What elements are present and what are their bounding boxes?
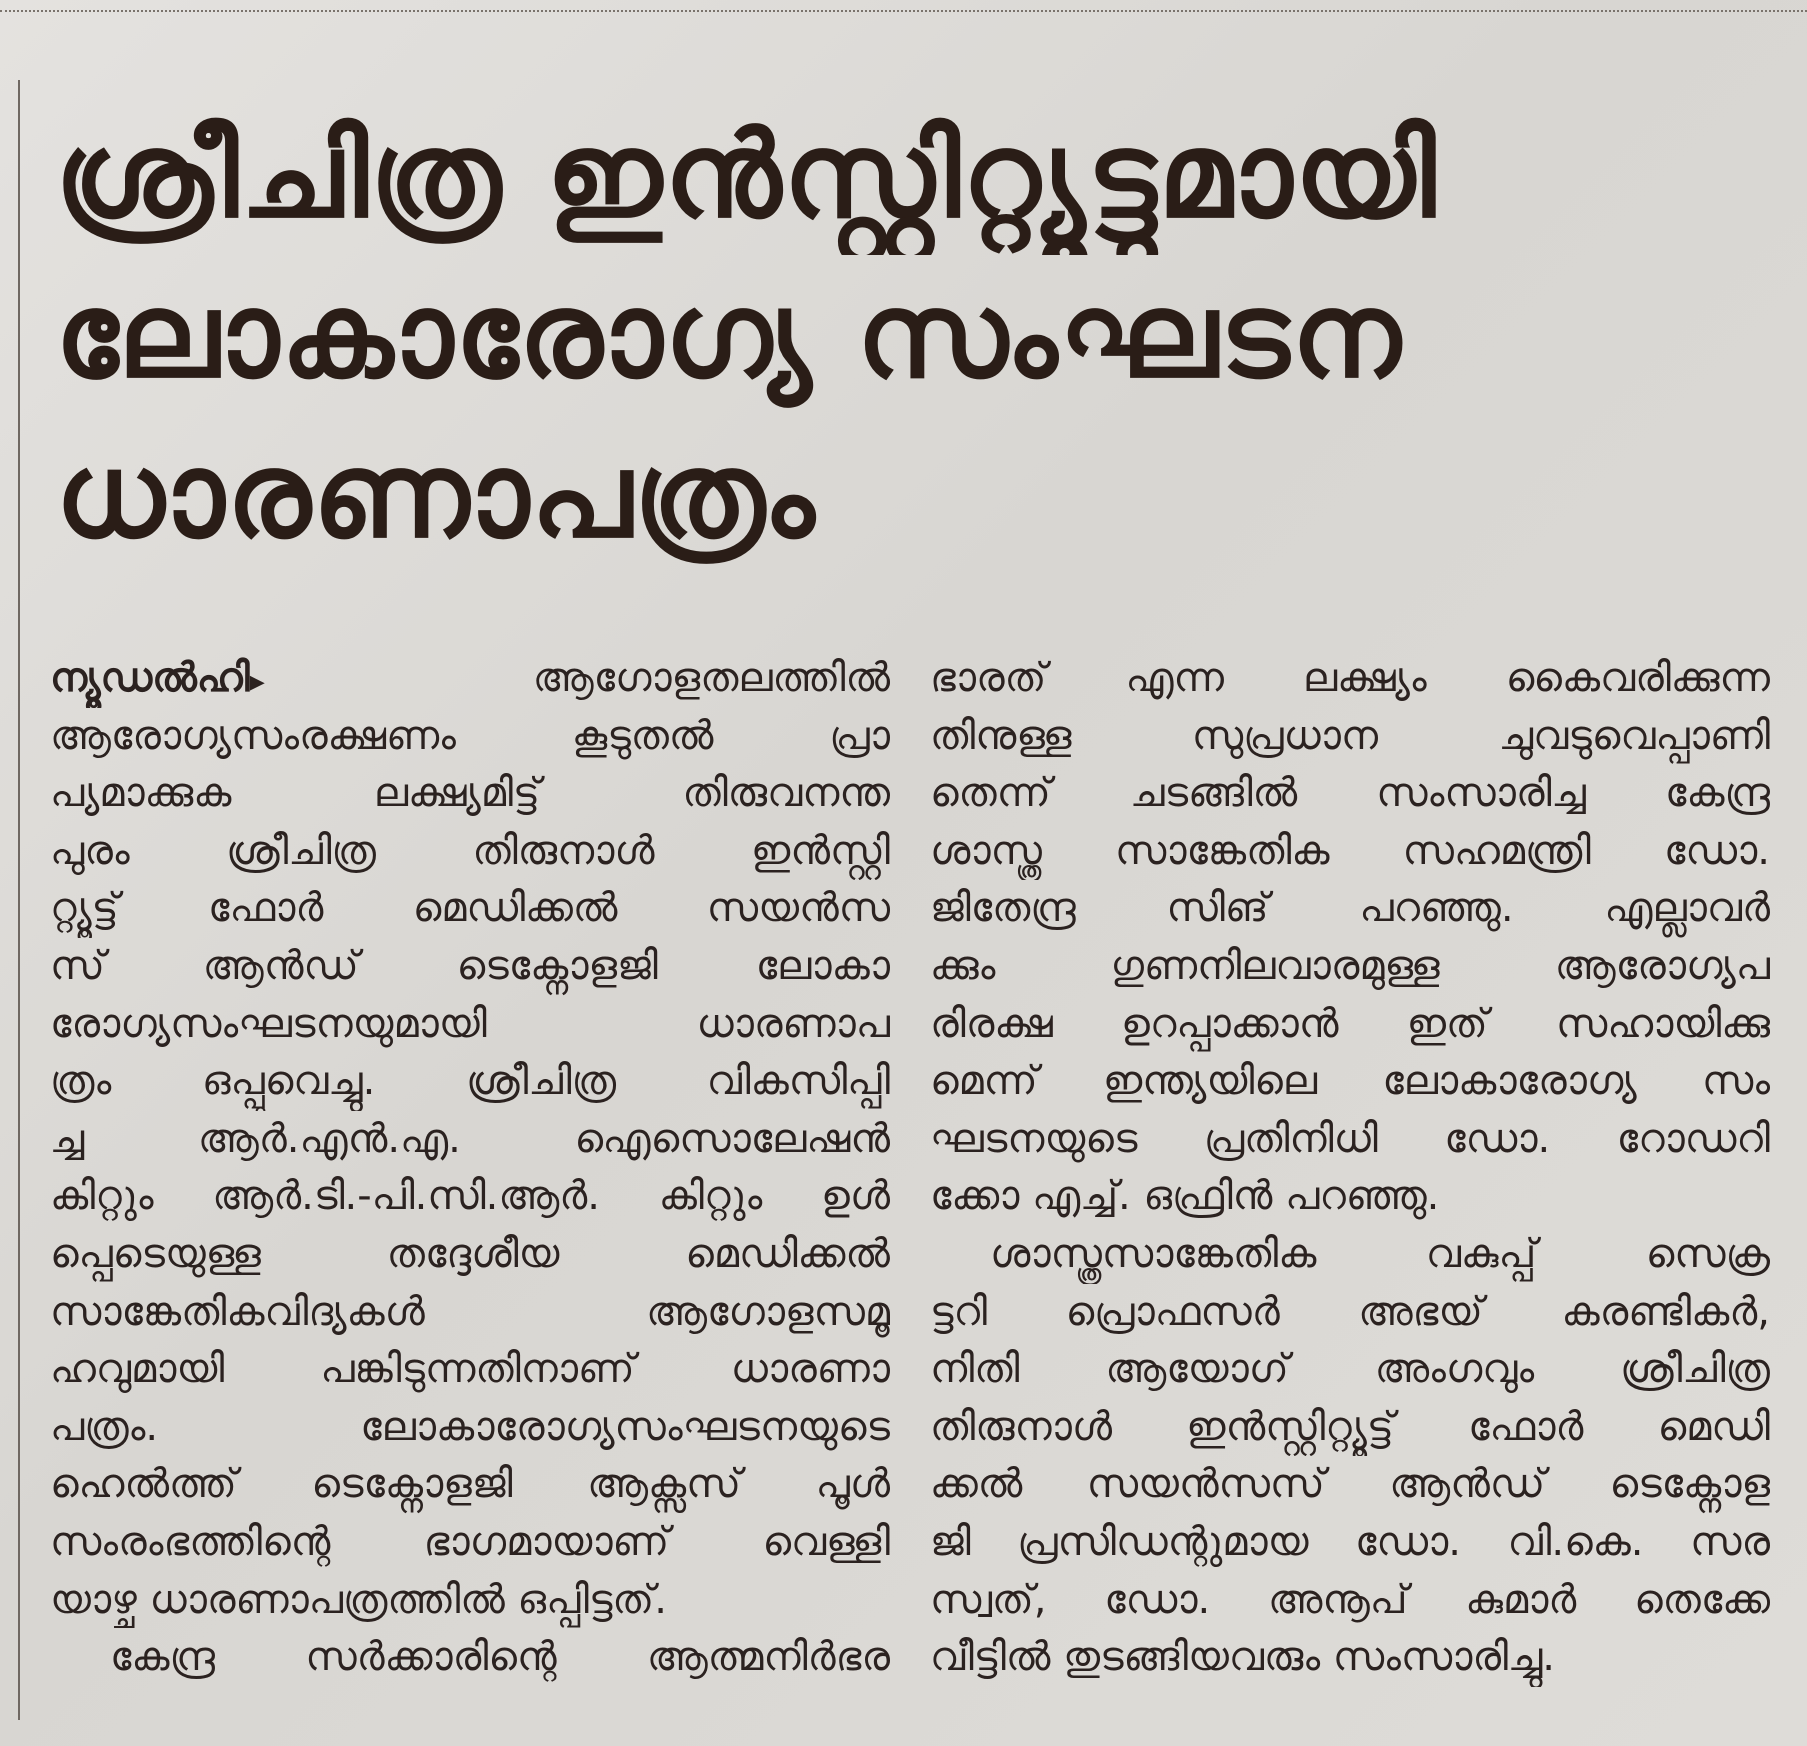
article-line: ജിതേന്ദ്ര സിങ് പറഞ്ഞു. എല്ലാവർ: [930, 885, 1770, 932]
article-line: വീട്ടിൽ തുടങ്ങിയവരും സംസാരിച്ചു.: [930, 1634, 1556, 1681]
article-line: യാഴ്ച ധാരണാപത്രത്തിൽ ഒപ്പിട്ടത്.: [50, 1576, 667, 1623]
headline-line-3: ധാരണാപത്രം: [55, 426, 817, 564]
article-line: ക്കൽ സയൻസസ് ആൻഡ് ടെക്നോള: [930, 1461, 1770, 1508]
article-column-right: [930, 650, 1770, 1687]
article-line: ശാസ്ത്ര സാങ്കേതിക സഹമന്ത്രി ഡോ.: [930, 827, 1770, 874]
article-line: രോഗ്യസംഘടനയുമായി ധാരണാപ: [50, 1000, 890, 1047]
article-line: മെന്ന് ഇന്ത്യയിലെ ലോകാരോഗ്യ സം: [930, 1058, 1770, 1105]
article-line: രിരക്ഷ ഉറപ്പാക്കാൻ ഇത് സഹായിക്കു: [930, 1000, 1770, 1047]
dateline: ന്യൂഡൽഹി: [50, 655, 250, 701]
article-line: ത്രം ഒപ്പുവെച്ചു. ശ്രീചിത്ര വികസിപ്പി: [50, 1058, 890, 1105]
article-line: പത്രം. ലോകാരോഗ്യസംഘടനയുടെ: [50, 1403, 890, 1450]
article-line: ഹവുമായി പങ്കിടുന്നതിനാണ് ധാരണാ: [50, 1346, 890, 1393]
article-line: തിരുനാൾ ഇൻസ്റ്റിറ്റ്യൂട്ട് ഫോർ മെഡി: [930, 1403, 1770, 1450]
left-column-rule: [18, 80, 20, 1720]
dateline-arrow-icon: ▸: [249, 664, 265, 699]
article-line: സ്വത്, ഡോ. അനൂപ് കുമാർ തെക്കേ: [930, 1576, 1770, 1623]
article-line-text: ആഗോളതലത്തിൽ: [532, 655, 890, 701]
article-line: ഘടനയുടെ പ്രതിനിധി ഡോ. റോഡറി: [930, 1115, 1770, 1162]
article-column-left: [50, 650, 890, 1687]
article-line: ച്ച ആർ.എൻ.എ. ഐസൊലേഷൻ: [50, 1115, 890, 1162]
article-line: തെന്ന് ചടങ്ങിൽ സംസാരിച്ച കേന്ദ്ര: [930, 770, 1770, 817]
article-line: പുരം ശ്രീചിത്ര തിരുനാൾ ഇൻസ്റ്റി: [50, 827, 890, 874]
article-line: ഭാരത് എന്ന ലക്ഷ്യം കൈവരിക്കുന്ന: [930, 655, 1770, 701]
headline: [55, 95, 1775, 575]
article-line: തിനുള്ള സുപ്രധാന ചുവടുവെപ്പാണി: [930, 712, 1770, 759]
article-line: ആരോഗ്യസംരക്ഷണം കൂടുതൽ പ്രാ: [50, 712, 890, 759]
article-line: ശാസ്ത്രസാങ്കേതിക വകുപ്പ് സെക്ര: [990, 1230, 1770, 1277]
article-line: ക്കും ഗുണനിലവാരമുള്ള ആരോഗ്യപ: [930, 942, 1770, 989]
article-line: [50, 650, 890, 708]
article-line: സംരംഭത്തിന്റെ ഭാഗമായാണ് വെള്ളി: [50, 1518, 890, 1565]
article-line: ഹെൽത്ത് ടെക്നോളജി ആക്സസ് പൂൾ: [50, 1461, 890, 1508]
article-line: റ്റ്യൂട്ട് ഫോർ മെഡിക്കൽ സയൻസ: [50, 885, 890, 932]
article-line: നിതി ആയോഗ് അംഗവും ശ്രീചിത്ര: [930, 1346, 1770, 1393]
headline-line-1: ശ്രീചിത്ര ഇൻസ്റ്റിറ്റ്യൂട്ടുമായി: [55, 106, 1438, 244]
article-line: പ്യമാക്കുക ലക്ഷ്യമിട്ട് തിരുവനന്ത: [50, 770, 890, 817]
article-line: പ്പെടെയുള്ള തദ്ദേശീയ മെഡിക്കൽ: [50, 1230, 890, 1277]
article-line: കിറ്റും ആർ.ടി.-പി.സി.ആർ. കിറ്റും ഉൾ: [50, 1173, 890, 1220]
article-line: സാങ്കേതികവിദ്യകൾ ആഗോളസമൂ: [50, 1288, 890, 1335]
top-dotted-rule: [0, 10, 1807, 12]
article-line: സ് ആൻഡ് ടെക്നോളജി ലോകാ: [50, 942, 890, 989]
article-line: കേന്ദ്ര സർക്കാരിന്റെ ആത്മനിർഭര: [110, 1634, 890, 1681]
article-line: ജി പ്രസിഡന്റുമായ ഡോ. വി.കെ. സര: [930, 1518, 1770, 1565]
article-line: ട്ടറി പ്രൊഫസർ അഭയ് കരണ്ടികർ,: [930, 1288, 1770, 1335]
article-line: ക്കോ എച്ച്. ഒഫ്രിൻ പറഞ്ഞു.: [930, 1173, 1440, 1220]
headline-line-2: ലോകാരോഗ്യ സംഘടന: [55, 266, 1403, 404]
